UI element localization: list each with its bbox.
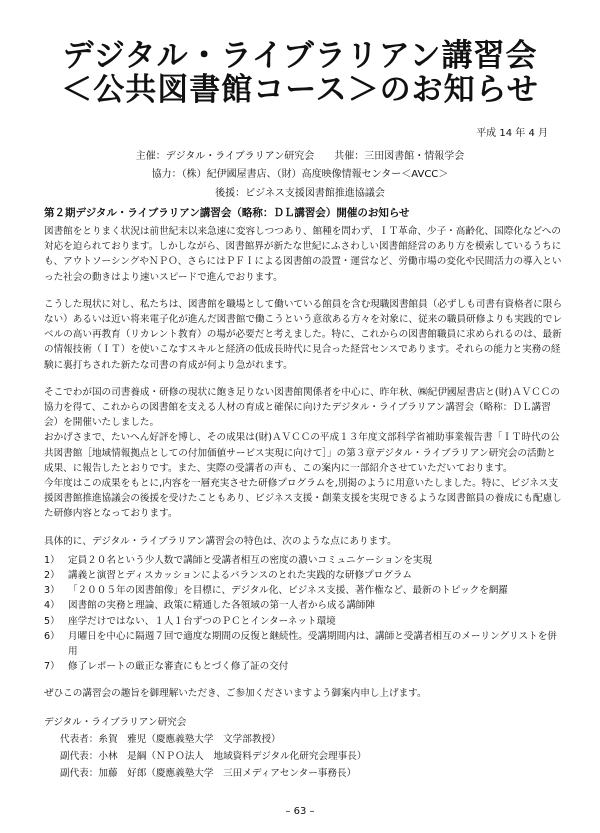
page-number: – 63 – bbox=[285, 806, 315, 817]
organizer-support: 後援：ビジネス支援図書館推進協議会 bbox=[215, 188, 385, 199]
paragraph-4: おかげさまで、たいへん好評を博し、その成果は(財)ＡＶＣＣの平成１３年度文部科学省補助事業報告書「ＩＴ時代の公共図書館［地域情報拠点としての付加価値サービス実現に向けて］」の第３章デジタル・ライブラリアン研究会の活動と成果、に報告したとおりです。また、実際の受講者の声も、この案内に一部紹介させていただいております。 bbox=[44, 432, 560, 474]
feature-number: 5） bbox=[44, 615, 60, 627]
feature-text: 座学だけではない、１人１台ずつのＰＣとインターネット環境 bbox=[68, 615, 336, 627]
paragraph-3: そこでわが国の司書養成・研修の現状に飽き足りない図書館関係者を中心に、昨年秋、㈱紀伊國屋書店と(財)ＡＶＣＣの協力を得て、これからの図書館を支える人材の育成と確保に向けたデジタル・ライブラリアン講習会（略称：ＤＬ講習会）を開催いたしました。 bbox=[44, 386, 560, 429]
list-item bbox=[44, 583, 564, 598]
paragraph-1: 図書館をとりまく状況は前世紀末以来急速に変容しつつあり、館種を問わず、ＩＴ革命、少子・高齢化、国際化などへの対応を迫られております。しかしながら、図書館界が新たな世紀にふさわしい図書館経営のあり方を模索しているうちにも、アウトソーシングやＮＰＯ、さらにはＰＦＩによる図書館の設置・運営など、労働市場の変化や民間活力の導入といった社会の動きはより速いスピードで進んでおります。 bbox=[44, 226, 562, 283]
feature-number: 3） bbox=[44, 585, 60, 597]
issue-date: 平成 14 年 4 月 bbox=[476, 128, 548, 139]
feature-text: 定員２０名という少人数で講師と受講者相互の密度の濃いコミュニケーションを実現 bbox=[68, 554, 432, 566]
feature-number: 2） bbox=[44, 570, 60, 582]
list-item bbox=[44, 568, 564, 583]
feature-number: 4） bbox=[44, 600, 60, 612]
list-item bbox=[44, 659, 564, 674]
feature-text: 月曜日を中心に隔週７回で適度な期間の反復と継続性。受講期間内は、講師と受講者相互のメーリングリストを併用 bbox=[68, 630, 557, 658]
paragraph-5: 今年度はこの成果をもとに,内容を一層充実させた研修プログラムを,別掲のように用意いたしました。特に、ビジネス支援図書館推進協議会の後援を受けたこともあり、ビジネス支援・創業支援を実現できるような図書館員の養成にも配慮した研修内容となっております。 bbox=[44, 478, 562, 520]
list-item bbox=[44, 629, 564, 659]
feature-number: 1） bbox=[44, 554, 60, 566]
closing-sentence: ぜひこの講習会の趣旨を御理解いただき、ご参加くださいますよう御案内申し上げます。 bbox=[44, 688, 427, 700]
signature-vice-1: 副代表：小林 是綱（ＮＰＯ法人 地域資料デジタル化研究会理事長） bbox=[60, 751, 367, 762]
signature-org: デジタル・ライブラリアン研究会 bbox=[44, 717, 187, 728]
organizer-cooperation: 協力：（株）紀伊國屋書店、（財）高度映像情報センター＜AVCC＞ bbox=[151, 169, 449, 180]
signature-representative: 代表者：糸賀 雅児（慶應義塾大学 文学部教授） bbox=[60, 734, 281, 745]
feature-text: 修了レポートの厳正な審査にもとづく修了証の交付 bbox=[68, 661, 289, 673]
list-item bbox=[44, 614, 564, 629]
feature-list bbox=[44, 553, 564, 675]
feature-number: 7） bbox=[44, 661, 60, 673]
organizer-sponsor: 主催：デジタル・ライブラリアン研究会 共催：三田図書館・情報学会 bbox=[135, 151, 465, 162]
signature-block bbox=[44, 714, 564, 782]
feature-text: 講義と演習とディスカッションによるバランスのとれた実践的な研修プログラム bbox=[68, 570, 412, 582]
main-body bbox=[44, 224, 564, 702]
section-heading: 第２期デジタル・ライブラリアン講習会（略称：ＤＬ講習会）開催のお知らせ bbox=[44, 207, 410, 219]
signature-vice-2: 副代表：加藤 好郎（慶應義塾大学 三田メディアセンター事務長） bbox=[60, 768, 357, 779]
list-item bbox=[44, 553, 564, 568]
title-line-2: ＜公共図書館コース＞のお知らせ bbox=[61, 72, 539, 108]
paragraph-2: こうした現状に対し、私たちは、図書館を職場として働いている館員を含む現職図書館員（必ずしも司書有資格者に限らない）あるいは近い将来電子化が進んだ図書館で働こうという意欲ある方々を対象に、従来の職員研修よりも実践的でレベルの高い再教育（リカレント教育）の場が必要だと考えました。特に、これからの図書館職員に求められるのは、最新の情報技術（ＩＴ）を使いこなすスキルと経済の低成長時代に見合った経営センスであります。それらの能力と実務の経験に裏打ちされた新たな司書の育成が何より急がれます。 bbox=[44, 298, 563, 371]
list-item bbox=[44, 598, 564, 613]
feature-text: 図書館の実務と理論、政策に精通した各領域の第一人者から成る講師陣 bbox=[68, 600, 375, 612]
paragraph-6: 具体的に、デジタル・ライブラリアン講習会の特色は、次のような点にあります。 bbox=[44, 535, 397, 547]
feature-number: 6） bbox=[44, 630, 60, 642]
feature-text: 「２００５年の図書館像」を目標に、デジタル化、ビジネス支援、著作権など、最新のトピックを網羅 bbox=[68, 585, 509, 597]
title-line-1: デジタル・ライブラリアン講習会 bbox=[62, 38, 538, 74]
